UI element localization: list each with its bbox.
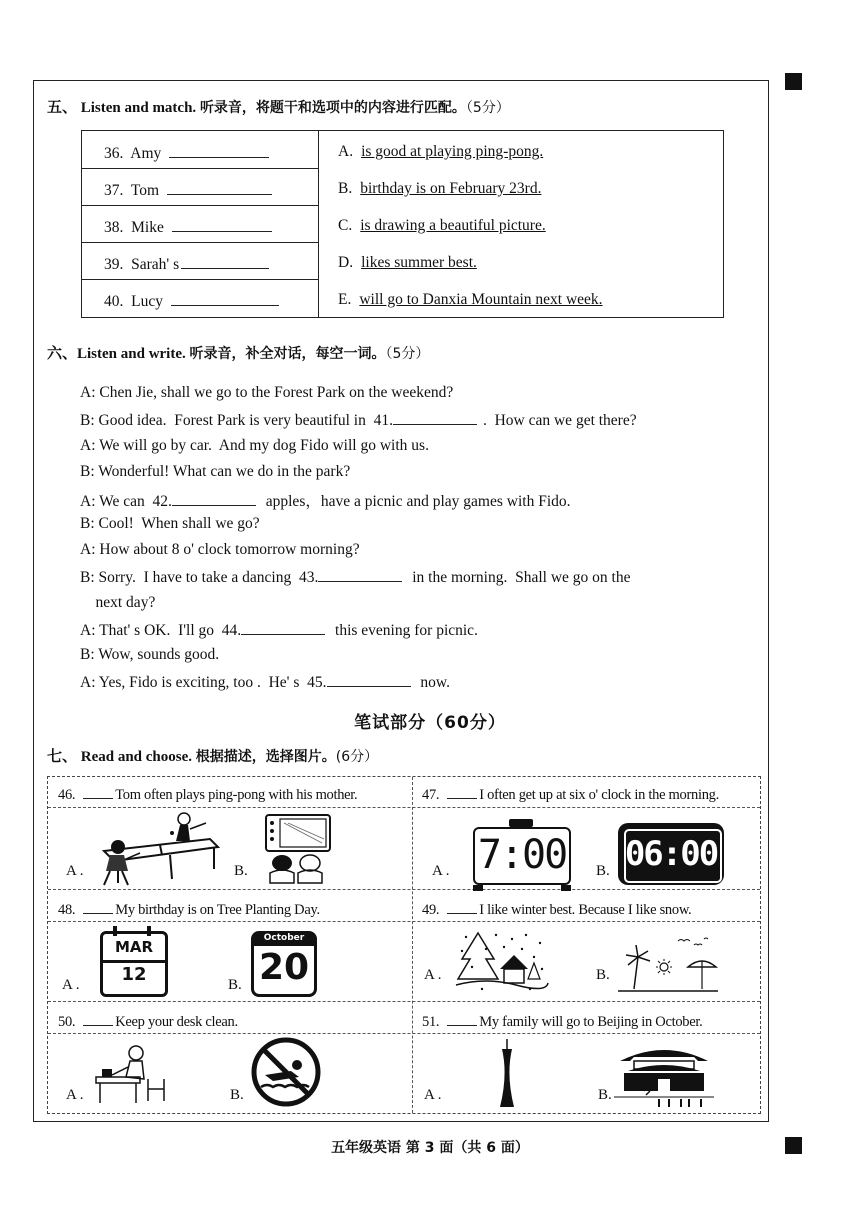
calendar-a-month: MAR	[114, 938, 154, 956]
dialog-line	[80, 541, 360, 559]
answer-blank[interactable]	[167, 180, 272, 195]
dialog-text: B: Good idea. Forest Park is very beautiful in	[80, 412, 374, 429]
question-48: 48. My birthday is on Tree Planting Day.	[58, 902, 320, 918]
option-a-label: A .	[62, 977, 80, 993]
clock-b-time: 06:00	[624, 834, 718, 874]
dialog-text: A: We can	[80, 493, 153, 510]
calendar-b-picture	[251, 931, 317, 997]
tiananmen-picture	[614, 1039, 714, 1109]
cleaning-desk-picture	[92, 1043, 168, 1105]
option-a-label: A .	[424, 967, 442, 983]
dialog-text: next day?	[80, 594, 156, 611]
dialog-text: A: Chen Jie, shall we go to the Forest Park on the weekend?	[80, 384, 454, 401]
match-item-38: 38. Mike	[104, 217, 272, 237]
answer-blank[interactable]	[181, 254, 269, 269]
dialog-line	[80, 620, 478, 640]
option-a-label: A .	[66, 1087, 84, 1103]
answer-blank[interactable]	[241, 620, 325, 635]
match-item-40: 40. Lucy	[104, 291, 279, 311]
no-swimming-sign	[251, 1037, 321, 1107]
dialog-text: A: How about 8 o' clock tomorrow morning?	[80, 541, 360, 558]
dialog-line	[80, 489, 571, 511]
dialog-text: now.	[416, 674, 450, 691]
answer-blank[interactable]	[83, 901, 113, 914]
dialog-text: B: Wow, sounds good.	[80, 646, 220, 663]
question-49: 49. I like winter best. Because I like snow.	[422, 902, 692, 918]
dialog-text: A: That' s OK. I'll go	[80, 622, 222, 639]
option-b-label: B.	[598, 1087, 612, 1103]
answer-blank[interactable]	[172, 491, 256, 506]
answer-blank[interactable]	[172, 217, 272, 232]
option-b-label: B.	[230, 1087, 244, 1103]
match-item-39: 39. Sarah' s	[104, 254, 269, 274]
blank-number: 45.	[307, 674, 327, 691]
blank-number: 41.	[373, 412, 393, 429]
calendar-a-day: 12	[121, 964, 147, 985]
calendar-a-picture	[100, 931, 168, 997]
written-part-title: 笔试部分（60分）	[354, 713, 506, 733]
page-footer: 五年级英语 第 3 面（共 6 面）	[331, 1140, 529, 1156]
dialog-line	[80, 463, 350, 481]
answer-blank[interactable]	[169, 143, 269, 158]
answer-blank[interactable]	[447, 901, 477, 914]
clock-a-picture	[473, 827, 571, 885]
blank-number: 44.	[221, 622, 242, 639]
question-51: 51. My family will go to Beijing in October.	[422, 1014, 703, 1030]
dialog-line	[80, 384, 453, 402]
dialog-line	[80, 672, 450, 692]
question-50: 50. Keep your desk clean.	[58, 1014, 238, 1030]
option-b-label: B.	[234, 863, 248, 879]
dialog-text: B: Wonderful! What can we do in the park?	[80, 463, 351, 480]
tower-picture	[496, 1039, 518, 1109]
choose-grid	[47, 776, 761, 1114]
option-b-label: B.	[596, 863, 610, 879]
clock-b-picture	[618, 823, 724, 885]
dialog-text: B: Cool! When shall we go?	[80, 515, 260, 532]
clock-a-time: 7:00	[477, 832, 567, 878]
dialog-text: this evening for picnic.	[331, 622, 478, 639]
answer-blank[interactable]	[171, 291, 279, 306]
match-item-36: 36. Amy	[104, 143, 269, 163]
option-a-label: A .	[424, 1087, 442, 1103]
watching-tv-picture	[262, 813, 336, 887]
registration-mark-top-right	[785, 73, 802, 90]
option-b-label: B.	[228, 977, 242, 993]
dialog-line	[80, 410, 637, 430]
dialog-text: A: We will go by car. And my dog Fido will go with us.	[80, 437, 429, 454]
section6-title: 六、Listen and write. 听录音，补全对话，每空一词。（5分）	[47, 346, 430, 362]
dialog-text: in the morning. Shall we go on the	[408, 569, 631, 586]
dialog-line	[80, 515, 260, 533]
dialog-text: A: Yes, Fido is exciting, too . He' s	[80, 674, 308, 691]
option-b-label: B.	[596, 967, 610, 983]
dialog-text: . How can we get there?	[482, 412, 637, 429]
blank-number: 43.	[298, 569, 319, 586]
winter-snow-picture	[456, 929, 548, 995]
question-46: 46. Tom often plays ping-pong with his mother.	[58, 787, 358, 803]
match-option-b: B. birthday is on February 23rd.	[338, 180, 542, 197]
ping-pong-picture	[90, 811, 222, 889]
calendar-b-month: October	[263, 933, 305, 943]
question-47: 47. I often get up at six o' clock in the morning.	[422, 787, 719, 803]
answer-blank[interactable]	[83, 1013, 113, 1026]
answer-blank[interactable]	[83, 786, 113, 799]
match-option-a: A. is good at playing ping-pong.	[338, 143, 544, 160]
section5-title: 五、 Listen and match. 听录音，将题干和选项中的内容进行匹配。（5分）	[47, 100, 510, 116]
dialog-line	[80, 567, 630, 587]
dialog-line	[80, 646, 219, 664]
summer-beach-picture	[618, 937, 718, 997]
answer-blank[interactable]	[447, 786, 477, 799]
answer-blank[interactable]	[318, 567, 402, 582]
match-option-d: D. likes summer best.	[338, 254, 477, 271]
section7-title: 七、 Read and choose. 根据描述，选择图片。(6分）	[47, 749, 379, 765]
match-item-37: 37. Tom	[104, 180, 272, 200]
dialog-line	[80, 437, 429, 455]
option-a-label: A .	[432, 863, 450, 879]
option-a-label: A .	[66, 863, 84, 879]
match-table	[81, 130, 724, 318]
answer-blank[interactable]	[447, 1013, 477, 1026]
dialog-line	[80, 594, 155, 612]
dialog-text: apples，have a picnic and play games with Fido.	[261, 493, 571, 510]
match-option-e: E. will go to Danxia Mountain next week.	[338, 291, 603, 308]
blank-number: 42.	[152, 493, 172, 510]
answer-blank[interactable]	[327, 672, 411, 687]
calendar-b-day: 20	[258, 947, 310, 988]
dialog-text: B: Sorry. I have to take a dancing	[80, 569, 299, 586]
match-option-c: C. is drawing a beautiful picture.	[338, 217, 546, 234]
answer-blank[interactable]	[393, 410, 477, 425]
